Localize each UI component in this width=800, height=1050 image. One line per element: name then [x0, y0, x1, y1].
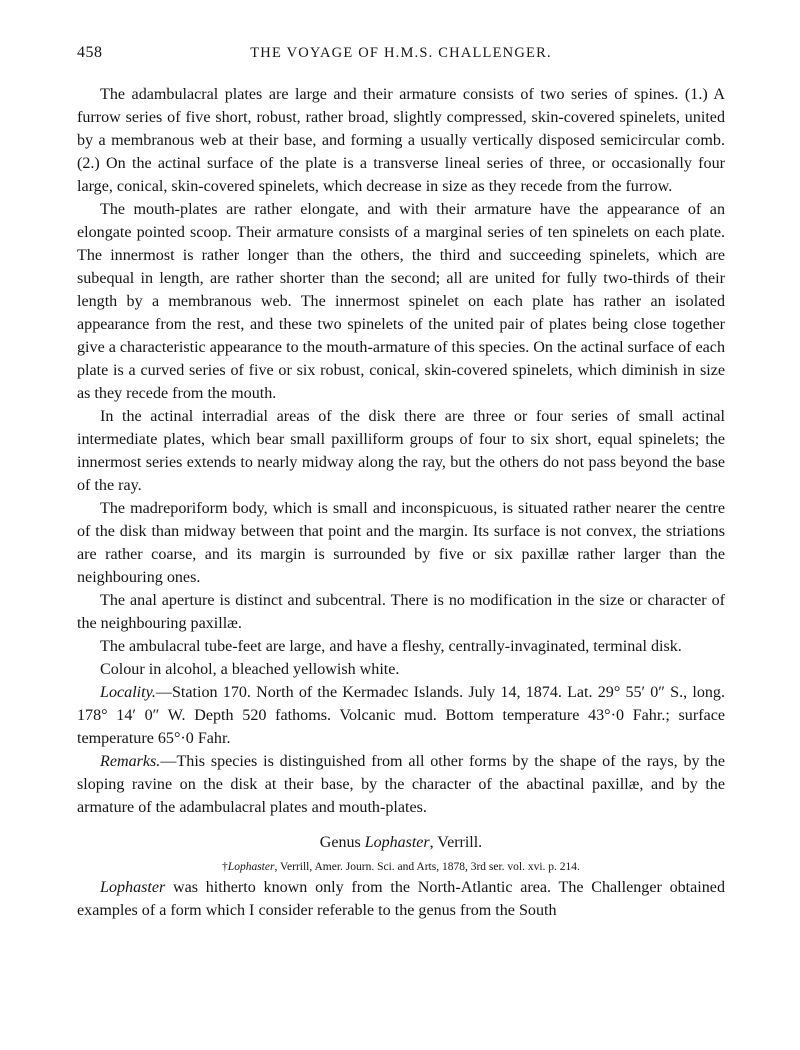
paragraph-locality: [77, 681, 725, 750]
paragraph-mouth-plates: The mouth-plates are rather elongate, and with their armature have the appearance of an elongate pointed scoop. Their armature consists of a marginal series of ten spinelets on each plate. The innermost is rather longer than the others, the third and succeeding spinelets, which are subequal in length, are rather shorter than the second; all are united for fully two-thirds of their length by a membranous web. The innermost spinelet on each plate has rather an isolated appearance from the rest, and these two spinelets of the united pair of plates being close together give a characteristic appearance to the mouth-armature of this species. On the actinal surface of each plate is a curved series of five or six robust, conical, skin-covered spinelets, which diminish in size as they recede from the mouth.: [77, 201, 725, 402]
genus-author: , Verrill.: [429, 834, 483, 851]
paragraph-remarks: [77, 750, 725, 819]
locality-text: —Station 170. North of the Kermadec Islands. July 14, 1874. Lat. 29° 55′ 0″ S., long. 178° 14′ 0″ W. Depth 520 fathoms. Volcanic mud. Bottom temperature 43°·0 Fahr.; surface temperature 65°·0 Fahr.: [77, 684, 725, 747]
genus-name: Lophaster: [364, 834, 430, 851]
reference-text: , Verrill, Amer. Journ. Sci. and Arts, 1878, 3rd ser. vol. xvi. p. 214.: [274, 861, 580, 873]
paragraph-adambulacral-plates: The adambulacral plates are large and their armature consists of two series of spines. (1.) A furrow series of five short, robust, rather broad, slightly compressed, skin-covered spinelets, united by a membranous web at their base, and forming a usually vertically disposed semicircular comb. (2.) On the actinal surface of the plate is a transverse lineal series of three, or occasionally four large, conical, skin-covered spinelets, which decrease in size as they recede from the furrow.: [77, 86, 725, 195]
running-title: THE VOYAGE OF H.M.S. CHALLENGER.: [250, 45, 552, 61]
page-header: [77, 44, 725, 66]
paragraph-madreporiform-body: The madreporiform body, which is small and inconspicuous, is situated rather nearer the centre of the disk than midway between that point and the margin. Its surface is not convex, the striations are rather coarse, and its margin is surrounded by five or six paxillæ rather larger than the neighbouring ones.: [77, 500, 725, 586]
paragraph-lophaster-intro: [77, 876, 725, 922]
reference-mark: †: [222, 861, 228, 873]
lophaster-text: was hitherto known only from the North-Atlantic area. The Challenger obtained examples of a form which I consider referable to the genus from the South: [77, 879, 725, 919]
paragraph-tube-feet: The ambulacral tube-feet are large, and have a fleshy, centrally-invaginated, terminal disk.: [100, 638, 682, 655]
locality-label: Locality.: [100, 684, 156, 701]
paragraph-colour: Colour in alcohol, a bleached yellowish white.: [100, 661, 400, 678]
page-number: 458: [77, 44, 103, 61]
genus-heading: [77, 831, 725, 854]
remarks-label: Remarks.: [100, 753, 161, 770]
paragraph-actinal-interradial: In the actinal interradial areas of the disk there are three or four series of small actinal intermediate plates, which bear small paxilliform groups of four to six short, equal spinelets; the innermost series extends to nearly midway along the ray, but the others do not pass beyond the base of the ray.: [77, 408, 725, 494]
reference-name: Lophaster: [227, 861, 275, 873]
genus-prefix: Genus: [319, 834, 365, 851]
genus-reference: [77, 858, 725, 876]
body-text: [77, 83, 725, 922]
remarks-text: —This species is distinguished from all other forms by the shape of the rays, by the sloping ravine on the disk at their base, by the character of the abactinal paxillæ, and by the armature of the adambulacral plates and mouth-plates.: [77, 753, 725, 816]
paragraph-anal-aperture: The anal aperture is distinct and subcentral. There is no modification in the size or character of the neighbouring paxillæ.: [77, 592, 725, 632]
lophaster-name: Lophaster: [100, 879, 166, 896]
